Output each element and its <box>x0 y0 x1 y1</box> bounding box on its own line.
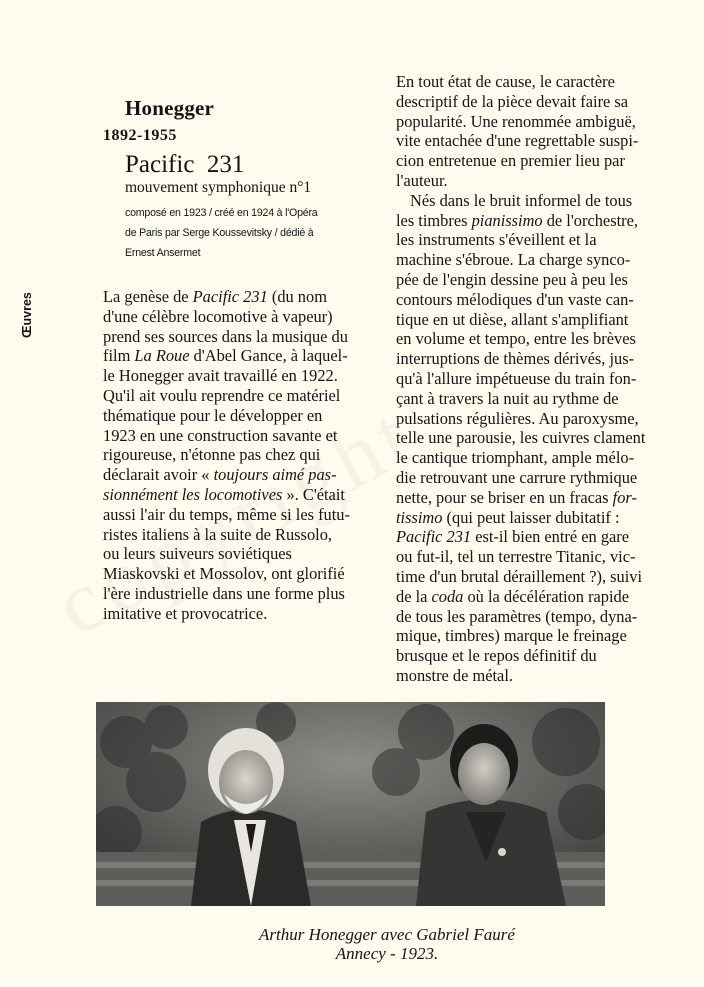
text-line: machine s'ébroue. La charge synco- <box>396 250 631 270</box>
text-line: nette, pour se briser en un fracas for- <box>396 487 637 507</box>
text-line: ou leurs suiveurs soviétiques <box>103 544 292 564</box>
text-line: time d'un brutal déraillement ?), suivi <box>396 566 643 586</box>
text-line: d'une célèbre locomotive à vapeur) <box>103 306 333 326</box>
text-line: brusque et le repos définitif du <box>396 646 597 666</box>
work-details <box>125 203 370 263</box>
text-line: Qu'il ait voulu reprendre ce matériel <box>103 385 341 405</box>
text-line: en volume et tempo, entre les brèves <box>396 329 636 349</box>
text-line: ristes italiens à la suite de Russolo, <box>103 524 332 544</box>
text-line: mique, timbres) marque le freinage <box>396 626 627 646</box>
text-line: les instruments s'éveillent et la <box>396 230 597 250</box>
details-line: Ernest Ansermet <box>125 247 201 259</box>
text-line: tique en ut dièse, allant s'amplifiant <box>396 309 629 329</box>
work-title: Pacific 231 <box>125 151 245 178</box>
text-line: aussi l'air du temps, même si les futu- <box>103 504 350 524</box>
text-line: contours mélodiques d'un vaste can- <box>396 289 634 309</box>
text-line: Pacific 231 est-il bien entré en gare <box>396 527 630 547</box>
text-line: telle une parousie, les cuivres clament <box>396 428 646 448</box>
text-line: ou fut-il, tel un terrestre Titanic, vic- <box>396 547 636 567</box>
text-line: pée de l'engin dessine peu à peu les <box>396 269 628 289</box>
composer-dates: 1892-1955 <box>103 127 177 144</box>
historical-photo <box>96 702 605 906</box>
text-line: La genèse de Pacific 231 (du nom <box>103 287 327 306</box>
text-line: le Honegger avait travaillé en 1922. <box>103 366 338 386</box>
composer-name: Honegger <box>125 96 215 120</box>
text-line: Miaskovski et Mossolov, ont glorifié <box>103 564 345 584</box>
text-line: prend ses sources dans la musique du <box>103 326 348 346</box>
text-line: die retrouvant une carrure rythmique <box>396 467 638 487</box>
text-line: descriptif de la pièce devait faire sa <box>396 91 629 111</box>
text-line: l'auteur. <box>396 170 448 190</box>
text-line: interruptions de thèmes dérivés, jus- <box>396 349 635 369</box>
details-line: composé en 1923 / créé en 1924 à l'Opéra <box>125 207 318 219</box>
body-column-left <box>103 287 350 624</box>
text-line: En tout état de cause, le caractère <box>396 72 615 91</box>
text-line: vite entachée d'une regrettable suspi- <box>396 131 639 151</box>
text-line: thématique pour le développer en <box>103 405 323 425</box>
body-column-right <box>396 72 645 686</box>
text-line: imitative et provocatrice. <box>103 603 268 623</box>
text-line: monstre de métal. <box>396 665 513 685</box>
text-line: çant à travers la nuit au rythme de <box>396 388 619 408</box>
text-line: Nés dans le bruit informel de tous <box>410 190 633 210</box>
text-line: pulsations régulières. Au paroxysme, <box>396 408 639 428</box>
work-subtitle: mouvement symphonique n°1 <box>125 179 312 196</box>
text-line: les timbres pianissimo de l'orchestre, <box>396 210 638 230</box>
text-line: le cantique triomphant, ample mélo- <box>396 448 635 468</box>
text-line: qu'à l'allure impétueuse du train fon- <box>396 368 637 388</box>
text-line: l'ère industrielle dans une forme plus <box>103 583 345 603</box>
text-line: déclarait avoir « toujours aimé pas- <box>103 465 337 485</box>
text-line: film La Roue d'Abel Gance, à laquel- <box>103 346 348 366</box>
text-line: tissimo (qui peut laisser dubitatif : <box>396 507 620 527</box>
text-line: popularité. Une renommée ambiguë, <box>396 111 636 131</box>
text-line: sionnément les locomotives ». C'était <box>103 484 345 504</box>
text-line: 1923 en une construction savante et <box>103 425 338 445</box>
text-line: rigoureuse, n'étonne pas chez qui <box>103 445 321 465</box>
text-line: de tous les paramètres (tempo, dyna- <box>396 606 638 626</box>
section-side-label: Œuvres <box>20 292 34 338</box>
photo-caption-line1: Arthur Honegger avec Gabriel Fauré <box>259 925 515 944</box>
photo-caption-line2: Annecy - 1923. <box>335 944 439 963</box>
text-line: de la coda où la décélération rapide <box>396 586 630 606</box>
details-line: de Paris par Serge Koussevitsky / dédié à <box>125 227 314 239</box>
text-line: cion entretenue en premier lieu par <box>396 151 625 171</box>
